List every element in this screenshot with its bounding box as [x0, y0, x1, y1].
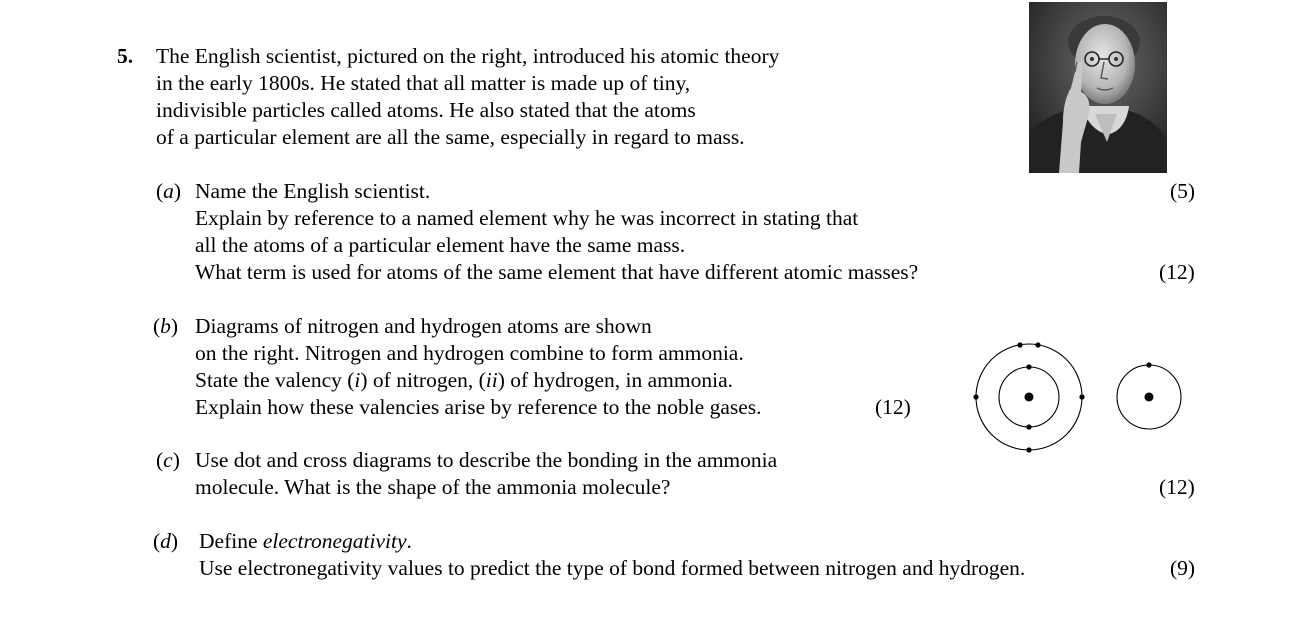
part-a-line-3: all the atoms of a particular element have the same mass. — [195, 233, 686, 257]
part-b-label-close: ) — [170, 314, 179, 338]
part-b-label-open: ( — [153, 314, 161, 338]
atom-diagrams — [960, 336, 1190, 460]
intro-line-2: in the early 1800s. He stated that all matter is made up of tiny, — [156, 71, 691, 95]
nitrogen-inner-electron — [1026, 364, 1031, 369]
nitrogen-outer-electron — [1079, 394, 1084, 399]
nitrogen-nucleus — [1025, 393, 1034, 402]
part-b-mark: (12) — [875, 395, 911, 419]
part-d-line-2: Use electronegativity values to predict the type of bond formed between nitrogen and hydrogen. — [199, 556, 1026, 580]
intro-line-3: indivisible particles called atoms. He also stated that the atoms — [156, 98, 696, 122]
part-d-label — [153, 528, 178, 555]
nitrogen-outer-electron — [973, 394, 978, 399]
part-b-label-letter: b — [160, 314, 171, 338]
part-b-line-2: on the right. Nitrogen and hydrogen combine to form ammonia. — [195, 341, 744, 365]
part-a-line-2: Explain by reference to a named element why he was incorrect in stating that — [195, 206, 859, 230]
part-c-label-close: ) — [172, 448, 180, 472]
part-b-line-3-b: ) of nitrogen, ( — [360, 368, 486, 392]
part-b-line-1: Diagrams of nitrogen and hydrogen atoms are shown — [195, 314, 652, 338]
part-a-line-1: Name the English scientist. — [195, 179, 431, 203]
part-c-line-1: Use dot and cross diagrams to describe the bonding in the ammonia — [195, 448, 778, 472]
nitrogen-outer-electron — [1035, 342, 1040, 347]
part-a-label — [156, 178, 181, 205]
part-d-mark: (9) — [1170, 556, 1196, 580]
nitrogen-outer-electron — [1026, 447, 1031, 452]
part-b-roman-ii: ii — [485, 368, 498, 392]
intro-line-1: The English scientist, pictured on the right, introduced his atomic theory — [156, 44, 780, 68]
part-b-line-4: Explain how these valencies arise by reference to the noble gases. — [195, 395, 762, 419]
part-a-label-open: ( — [156, 179, 164, 203]
part-d-line-1-b: . — [406, 529, 412, 553]
question-number: 5. — [117, 44, 134, 68]
nitrogen-outer-electron — [1017, 342, 1022, 347]
part-c-label-open: ( — [156, 448, 164, 472]
part-b-line-3-a: State the valency ( — [195, 368, 355, 392]
part-a-line-4: What term is used for atoms of the same element that have different atomic masses? — [195, 260, 919, 284]
part-c-label — [156, 447, 180, 474]
part-a-label-close: ) — [173, 179, 182, 203]
part-d-term: electronegativity — [262, 529, 407, 553]
part-d-line-1-a: Define — [199, 529, 263, 553]
part-d-label-open: ( — [153, 529, 161, 553]
part-b-line-3 — [195, 367, 733, 394]
part-a-mark-1: (5) — [1170, 179, 1196, 203]
intro-line-4: of a particular element are all the same, especially in regard to mass. — [156, 125, 745, 149]
hydrogen-nucleus — [1145, 393, 1154, 402]
hydrogen-electron — [1146, 362, 1151, 367]
part-c-mark: (12) — [1159, 475, 1195, 499]
part-d-line-1 — [199, 528, 412, 555]
part-d-label-close: ) — [170, 529, 179, 553]
part-a-label-letter: a — [163, 179, 174, 203]
part-a-mark-2: (12) — [1159, 260, 1195, 284]
scientist-portrait — [1029, 2, 1167, 173]
part-b-line-3-c: ) of hydrogen, in ammonia. — [497, 368, 733, 392]
part-c-label-letter: c — [163, 448, 173, 472]
part-b-label — [153, 313, 178, 340]
part-c-line-2: molecule. What is the shape of the ammonia molecule? — [195, 475, 671, 499]
part-d-label-letter: d — [160, 529, 171, 553]
hydrogen-atom-diagram — [1117, 362, 1181, 429]
part-b-roman-i: i — [354, 368, 361, 392]
nitrogen-inner-electron — [1026, 424, 1031, 429]
